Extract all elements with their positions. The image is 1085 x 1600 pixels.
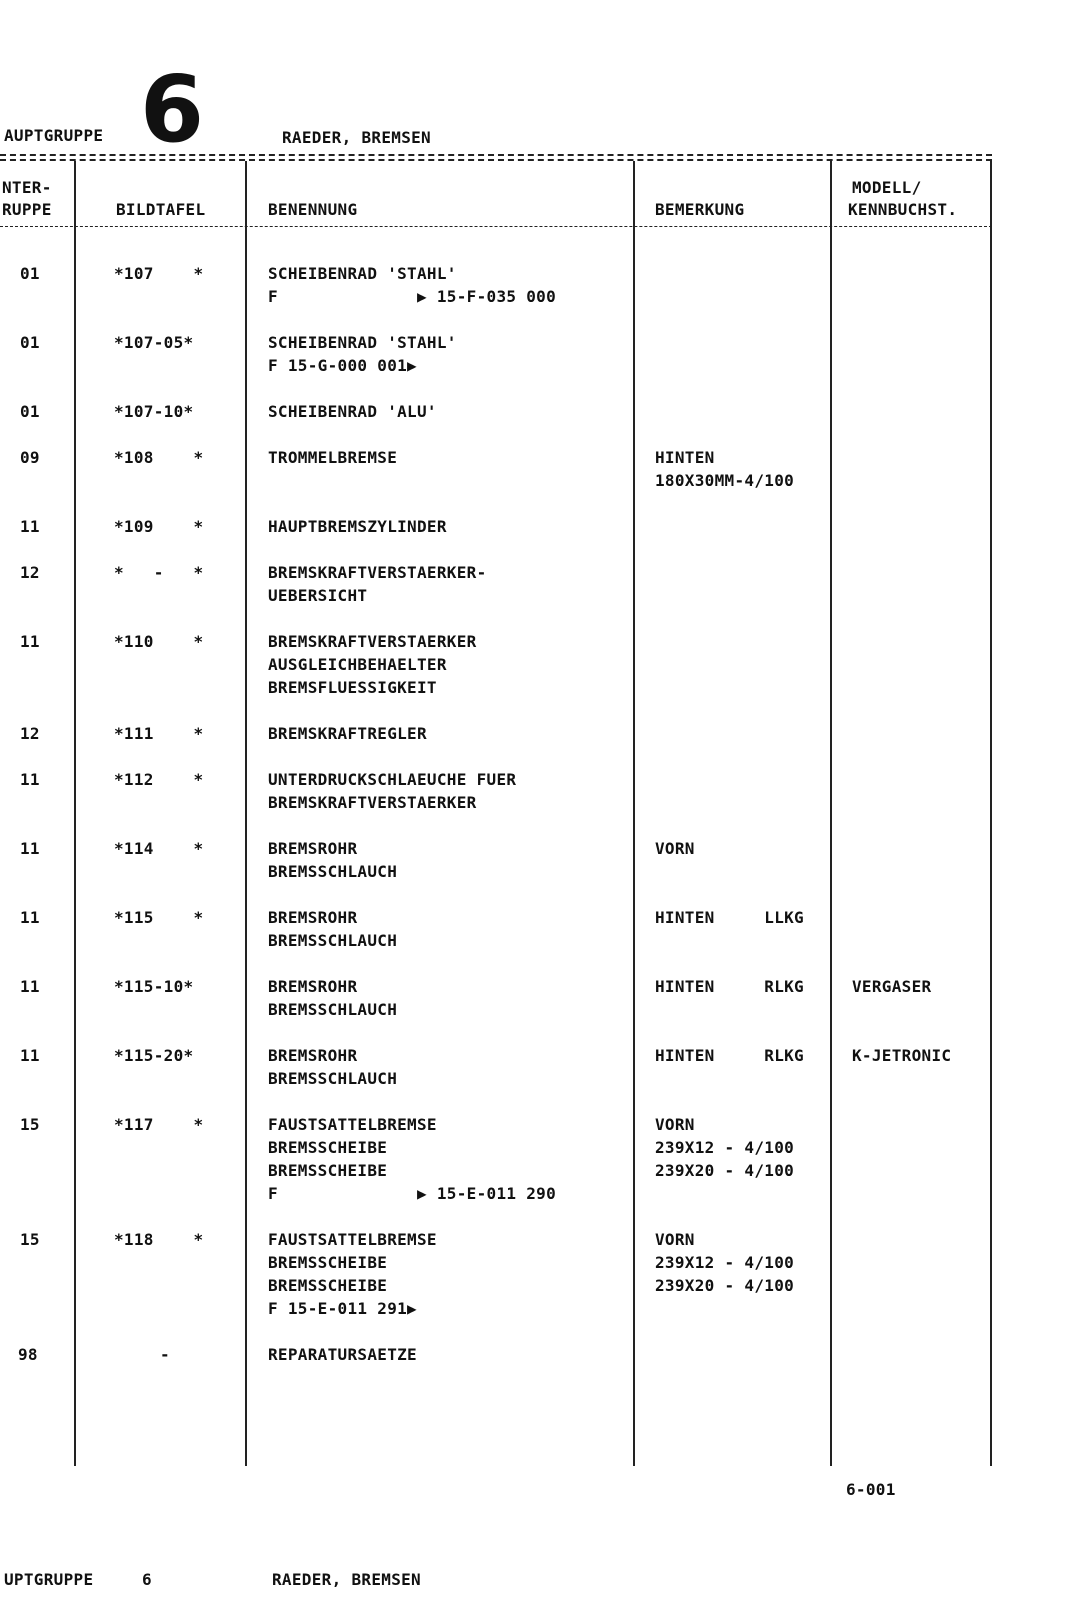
row-benennung-line: F 15-G-000 001▶ — [268, 356, 417, 375]
row-bildtafel: *111 * — [114, 724, 204, 743]
row-unter: 09 — [20, 448, 40, 467]
column-divider-4 — [830, 161, 832, 1466]
row-benennung — [268, 768, 516, 814]
row-benennung-line: REPARATURSAETZE — [268, 1345, 417, 1364]
footer-hauptgruppe-label: UPTGRUPPE — [4, 1570, 94, 1589]
row-unter-cell — [20, 400, 40, 423]
row-benennung-line: F 15-E-011 291▶ — [268, 1299, 417, 1318]
row-benennung-line: BREMSSCHLAUCH — [268, 862, 398, 881]
row-benennung — [268, 446, 397, 469]
row-bildtafel: *114 * — [114, 839, 204, 858]
row-bildtafel-cell — [114, 722, 203, 745]
row-unter: 11 — [20, 908, 40, 927]
row-bildtafel: *109 * — [114, 517, 204, 536]
row-bildtafel-cell — [114, 1228, 203, 1251]
row-bildtafel-cell — [114, 837, 203, 860]
row-unter-cell — [20, 768, 40, 791]
row-bildtafel: *110 * — [114, 632, 204, 651]
header-rule-top-2 — [0, 159, 992, 161]
row-bildtafel: *107-10* — [114, 402, 194, 421]
row-bildtafel: *118 * — [114, 1230, 204, 1249]
row-bildtafel-cell — [114, 515, 203, 538]
row-benennung — [268, 331, 457, 377]
row-benennung-line: FAUSTSATTELBREMSE — [268, 1115, 437, 1134]
row-unter-cell — [20, 1044, 40, 1067]
row-unter: 12 — [20, 563, 40, 582]
row-benennung-line: SCHEIBENRAD 'STAHL' — [268, 333, 457, 352]
row-bemerkung-line: HINTEN RLKG — [655, 1046, 804, 1065]
row-bemerkung-line: VORN — [655, 1115, 695, 1134]
row-benennung-line: BREMSKRAFTREGLER — [268, 724, 427, 743]
row-benennung-line: SCHEIBENRAD 'STAHL' — [268, 264, 457, 283]
row-bemerkung-line: HINTEN LLKG — [655, 908, 804, 927]
row-bemerkung — [655, 837, 695, 860]
row-benennung — [268, 515, 447, 538]
row-benennung-line: AUSGLEICHBEHAELTER — [268, 655, 447, 674]
row-bildtafel-cell — [114, 630, 203, 653]
row-benennung — [268, 1044, 397, 1090]
row-benennung-line: BREMSSCHEIBE — [268, 1253, 388, 1272]
row-unter: 01 — [20, 264, 40, 283]
row-benennung-line: BREMSROHR — [268, 1046, 358, 1065]
row-bildtafel-cell — [114, 446, 203, 469]
row-benennung — [268, 722, 427, 745]
row-bemerkung — [655, 1044, 804, 1067]
row-bildtafel-cell — [114, 1044, 193, 1067]
row-unter-cell — [18, 1343, 38, 1366]
row-benennung — [268, 1113, 556, 1205]
row-benennung-line: UEBERSICHT — [268, 586, 368, 605]
row-unter-cell — [20, 331, 40, 354]
row-benennung-line: F ▶ 15-F-035 000 — [268, 287, 557, 306]
row-bildtafel: *115 * — [114, 908, 204, 927]
row-unter-cell — [20, 630, 40, 653]
row-benennung-line: BREMSSCHEIBE — [268, 1138, 388, 1157]
row-bildtafel: *108 * — [114, 448, 204, 467]
row-bemerkung — [655, 1113, 794, 1182]
col-header-modell-2: KENNBUCHST. — [848, 200, 958, 219]
column-divider-2 — [245, 161, 247, 1466]
header-rule-bottom — [0, 226, 992, 227]
row-benennung-line: BREMSROHR — [268, 977, 358, 996]
row-unter: 15 — [20, 1230, 40, 1249]
row-benennung-line: BREMSSCHLAUCH — [268, 1069, 398, 1088]
row-bildtafel-cell — [114, 262, 203, 285]
column-divider-1 — [74, 161, 76, 1466]
row-unter-cell — [20, 1228, 40, 1251]
row-bemerkung-line: VORN — [655, 839, 695, 858]
row-unter-cell — [20, 975, 40, 998]
row-bildtafel-cell — [114, 400, 193, 423]
row-bildtafel-cell — [114, 331, 193, 354]
row-unter: 01 — [20, 402, 40, 421]
row-benennung-line: BREMSROHR — [268, 839, 358, 858]
row-unter-cell — [20, 515, 40, 538]
row-benennung — [268, 630, 477, 699]
row-benennung — [268, 262, 556, 308]
row-unter: 11 — [20, 632, 40, 651]
row-bildtafel: *107 * — [114, 264, 204, 283]
row-unter: 11 — [20, 770, 40, 789]
row-unter-cell — [20, 446, 40, 469]
row-bemerkung — [655, 446, 794, 492]
row-bildtafel-cell — [114, 561, 203, 584]
row-bemerkung — [655, 975, 804, 998]
row-bemerkung-line: 239X12 - 4/100 — [655, 1253, 795, 1272]
row-benennung — [268, 906, 397, 952]
row-bildtafel: *117 * — [114, 1115, 204, 1134]
row-benennung-line: BREMSSCHEIBE — [268, 1161, 388, 1180]
row-benennung-line: BREMSKRAFTVERSTAERKER — [268, 632, 477, 651]
row-benennung — [268, 400, 437, 423]
row-benennung-line: BREMSSCHLAUCH — [268, 1000, 398, 1019]
column-divider-3 — [633, 161, 635, 1466]
col-header-benennung: BENENNUNG — [268, 200, 358, 219]
row-bildtafel: *115-10* — [114, 977, 194, 996]
page-title: RAEDER, BREMSEN — [282, 128, 431, 147]
row-unter: 11 — [20, 977, 40, 996]
row-benennung-line: TROMMELBREMSE — [268, 448, 398, 467]
row-modell: VERGASER — [852, 977, 932, 996]
page-number: 6-001 — [846, 1480, 896, 1499]
row-bildtafel: *115-20* — [114, 1046, 194, 1065]
footer-title: RAEDER, BREMSEN — [272, 1570, 421, 1589]
row-unter: 11 — [20, 839, 40, 858]
row-benennung — [268, 1228, 437, 1320]
row-unter-cell — [20, 262, 40, 285]
col-header-bemerkung: BEMERKUNG — [655, 200, 745, 219]
row-benennung-line: UNTERDRUCKSCHLAEUCHE FUER — [268, 770, 517, 789]
row-bildtafel-cell — [114, 906, 203, 929]
col-header-unter-2: RUPPE — [2, 200, 52, 219]
row-unter: 11 — [20, 517, 40, 536]
row-benennung-line: FAUSTSATTELBREMSE — [268, 1230, 437, 1249]
row-bemerkung — [655, 906, 804, 929]
row-unter-cell — [20, 1113, 40, 1136]
row-benennung-line: BREMSROHR — [268, 908, 358, 927]
hauptgruppe-label: AUPTGRUPPE — [4, 126, 104, 145]
row-bemerkung-line: 180X30MM-4/100 — [655, 471, 795, 490]
row-bildtafel: - — [160, 1345, 170, 1364]
row-benennung-line: BREMSSCHLAUCH — [268, 931, 398, 950]
header-rule-top — [0, 154, 992, 156]
row-unter: 01 — [20, 333, 40, 352]
hauptgruppe-number: 6 — [140, 56, 205, 163]
row-benennung-line: F ▶ 15-E-011 290 — [268, 1184, 557, 1203]
row-unter-cell — [20, 722, 40, 745]
row-modell-cell — [852, 1044, 951, 1067]
row-bildtafel: *107-05* — [114, 333, 194, 352]
row-bildtafel-cell — [114, 975, 193, 998]
row-unter: 15 — [20, 1115, 40, 1134]
col-header-bildtafel: BILDTAFEL — [116, 200, 206, 219]
row-unter: 12 — [20, 724, 40, 743]
row-bildtafel: *112 * — [114, 770, 204, 789]
col-header-unter-1: NTER- — [2, 178, 52, 197]
row-bemerkung-line: VORN — [655, 1230, 695, 1249]
row-unter: 11 — [20, 1046, 40, 1065]
row-benennung — [268, 975, 397, 1021]
row-bemerkung-line: HINTEN — [655, 448, 715, 467]
row-bemerkung — [655, 1228, 794, 1297]
row-benennung-line: BREMSKRAFTVERSTAERKER- — [268, 563, 487, 582]
row-unter: 98 — [18, 1345, 38, 1364]
row-bemerkung-line: 239X20 - 4/100 — [655, 1276, 795, 1295]
row-benennung-line: HAUPTBREMSZYLINDER — [268, 517, 447, 536]
row-bildtafel-cell — [114, 1113, 203, 1136]
column-divider-5 — [990, 161, 992, 1466]
row-unter-cell — [20, 906, 40, 929]
row-bemerkung-line: 239X12 - 4/100 — [655, 1138, 795, 1157]
row-bemerkung-line: 239X20 - 4/100 — [655, 1161, 795, 1180]
row-bildtafel-cell — [160, 1343, 170, 1366]
row-bildtafel-cell — [114, 768, 203, 791]
row-benennung-line: BREMSKRAFTVERSTAERKER — [268, 793, 477, 812]
row-modell-cell — [852, 975, 931, 998]
row-benennung — [268, 837, 397, 883]
row-benennung — [268, 1343, 417, 1366]
row-benennung-line: SCHEIBENRAD 'ALU' — [268, 402, 437, 421]
row-unter-cell — [20, 837, 40, 860]
row-bildtafel: * - * — [114, 563, 204, 582]
footer-hauptgruppe-number: 6 — [142, 1570, 152, 1589]
row-unter-cell — [20, 561, 40, 584]
row-bemerkung-line: HINTEN RLKG — [655, 977, 804, 996]
row-modell: K-JETRONIC — [852, 1046, 952, 1065]
row-benennung — [268, 561, 487, 607]
row-benennung-line: BREMSFLUESSIGKEIT — [268, 678, 437, 697]
col-header-modell-1: MODELL/ — [852, 178, 922, 197]
row-benennung-line: BREMSSCHEIBE — [268, 1276, 388, 1295]
